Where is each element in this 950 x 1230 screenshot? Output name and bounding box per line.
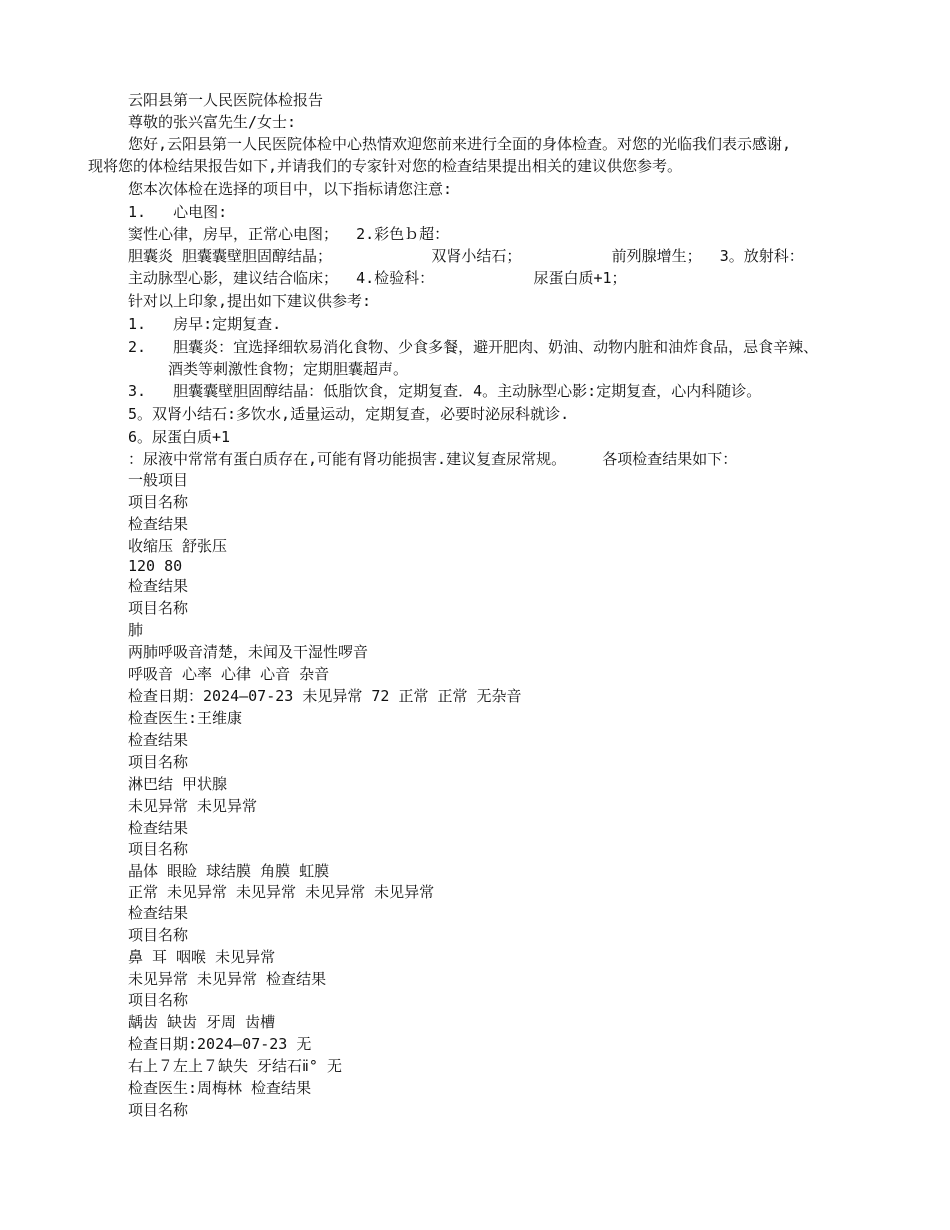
advice-2-continued: 酒类等刺激性食物；定期胆囊超声。 <box>168 360 409 378</box>
results-line: 右上７左上７缺失 牙结石ⅱ° 无 <box>128 1057 342 1075</box>
results-line: 项目名称 <box>128 926 189 944</box>
attention-line: 您本次体检在选择的项目中，以下指标请您注意: <box>128 180 453 198</box>
results-line: 一般项目 <box>128 471 189 489</box>
results-line: 检查结果 <box>128 577 189 595</box>
advice-1: 1. 房早:定期复查. <box>128 315 282 333</box>
results-line: 检查结果 <box>128 819 189 837</box>
results-line: 两肺呼吸音清楚，未闻及干湿性啰音 <box>128 643 369 661</box>
results-line: 龋齿 缺齿 牙周 齿槽 <box>128 1013 276 1031</box>
finding-ecg-result: 窦性心律，房早，正常心电图； 2.彩色ｂ超： <box>128 225 450 243</box>
results-line: 检查结果 <box>128 731 189 749</box>
intro-line-1: 您好,云阳县第一人民医院体检中心热情欢迎您前来进行全面的身体检查。对您的光临我们表示感谢, <box>128 135 792 153</box>
results-line: 检查医生:周梅林 检查结果 <box>128 1079 312 1097</box>
results-line: 正常 未见异常 未见异常 未见异常 未见异常 <box>128 883 435 901</box>
results-line: 晶体 眼睑 球结膜 角膜 虹膜 <box>128 862 330 880</box>
results-line: 呼吸音 心率 心律 心音 杂音 <box>128 665 330 683</box>
results-line: 淋巴结 甲状腺 <box>128 775 228 793</box>
results-line: 项目名称 <box>128 1101 189 1119</box>
results-line: 检查结果 <box>128 515 189 533</box>
results-line: 120 80 <box>128 557 183 575</box>
results-line: 肺 <box>128 621 144 639</box>
results-line: 检查日期:2024—07-23 无 <box>128 1035 312 1053</box>
advice-2: 2. 胆囊炎：宜选择细软易消化食物、少食多餐，避开肥肉、奶油、动物内脏和油炸食品，忌食辛辣、 <box>128 338 819 356</box>
intro-line-2: 现将您的体检结果报告如下,并请我们的专家针对您的检查结果提出相关的建议供您参考。 <box>88 157 683 175</box>
advice-6-continued: ：尿液中常常有蛋白质存在,可能有肾功能损害.建议复查尿常规。 各项检查结果如下： <box>128 450 738 468</box>
finding-ultrasound: 胆囊炎 胆囊囊壁胆固醇结晶； 双肾小结石； 前列腺增生； 3。放射科： <box>128 247 804 265</box>
finding-ecg: 1. 心电图: <box>128 203 228 221</box>
finding-radiology-lab: 主动脉型心影，建议结合临床； 4.检验科： 尿蛋白质+1； <box>128 269 627 287</box>
results-line: 项目名称 <box>128 599 189 617</box>
results-line: 未见异常 未见异常 检查结果 <box>128 970 327 988</box>
results-line: 项目名称 <box>128 991 189 1009</box>
results-line: 未见异常 未见异常 <box>128 797 258 815</box>
salutation: 尊敬的张兴富先生/女士: <box>128 113 297 131</box>
results-line: 鼻 耳 咽喉 未见异常 <box>128 948 276 966</box>
advice-5: 5。双肾小结石:多饮水,适量运动，定期复查，必要时泌尿科就诊. <box>128 405 570 423</box>
results-line: 收缩压 舒张压 <box>128 537 228 555</box>
advice-intro: 针对以上印象,提出如下建议供参考: <box>128 292 372 310</box>
advice-3: 3. 胆囊囊壁胆固醇结晶：低脂饮食，定期复查．4。主动脉型心影:定期复查，心内科随诊。 <box>128 382 762 400</box>
results-line: 项目名称 <box>128 493 189 511</box>
results-line: 项目名称 <box>128 840 189 858</box>
advice-6: 6。尿蛋白质+1 <box>128 428 231 446</box>
report-title: 云阳县第一人民医院体检报告 <box>128 91 324 109</box>
results-line: 项目名称 <box>128 753 189 771</box>
results-line: 检查医生:王维康 <box>128 709 243 727</box>
results-line: 检查结果 <box>128 904 189 922</box>
results-line: 检查日期：2024—07-23 未见异常 72 正常 正常 无杂音 <box>128 687 522 705</box>
